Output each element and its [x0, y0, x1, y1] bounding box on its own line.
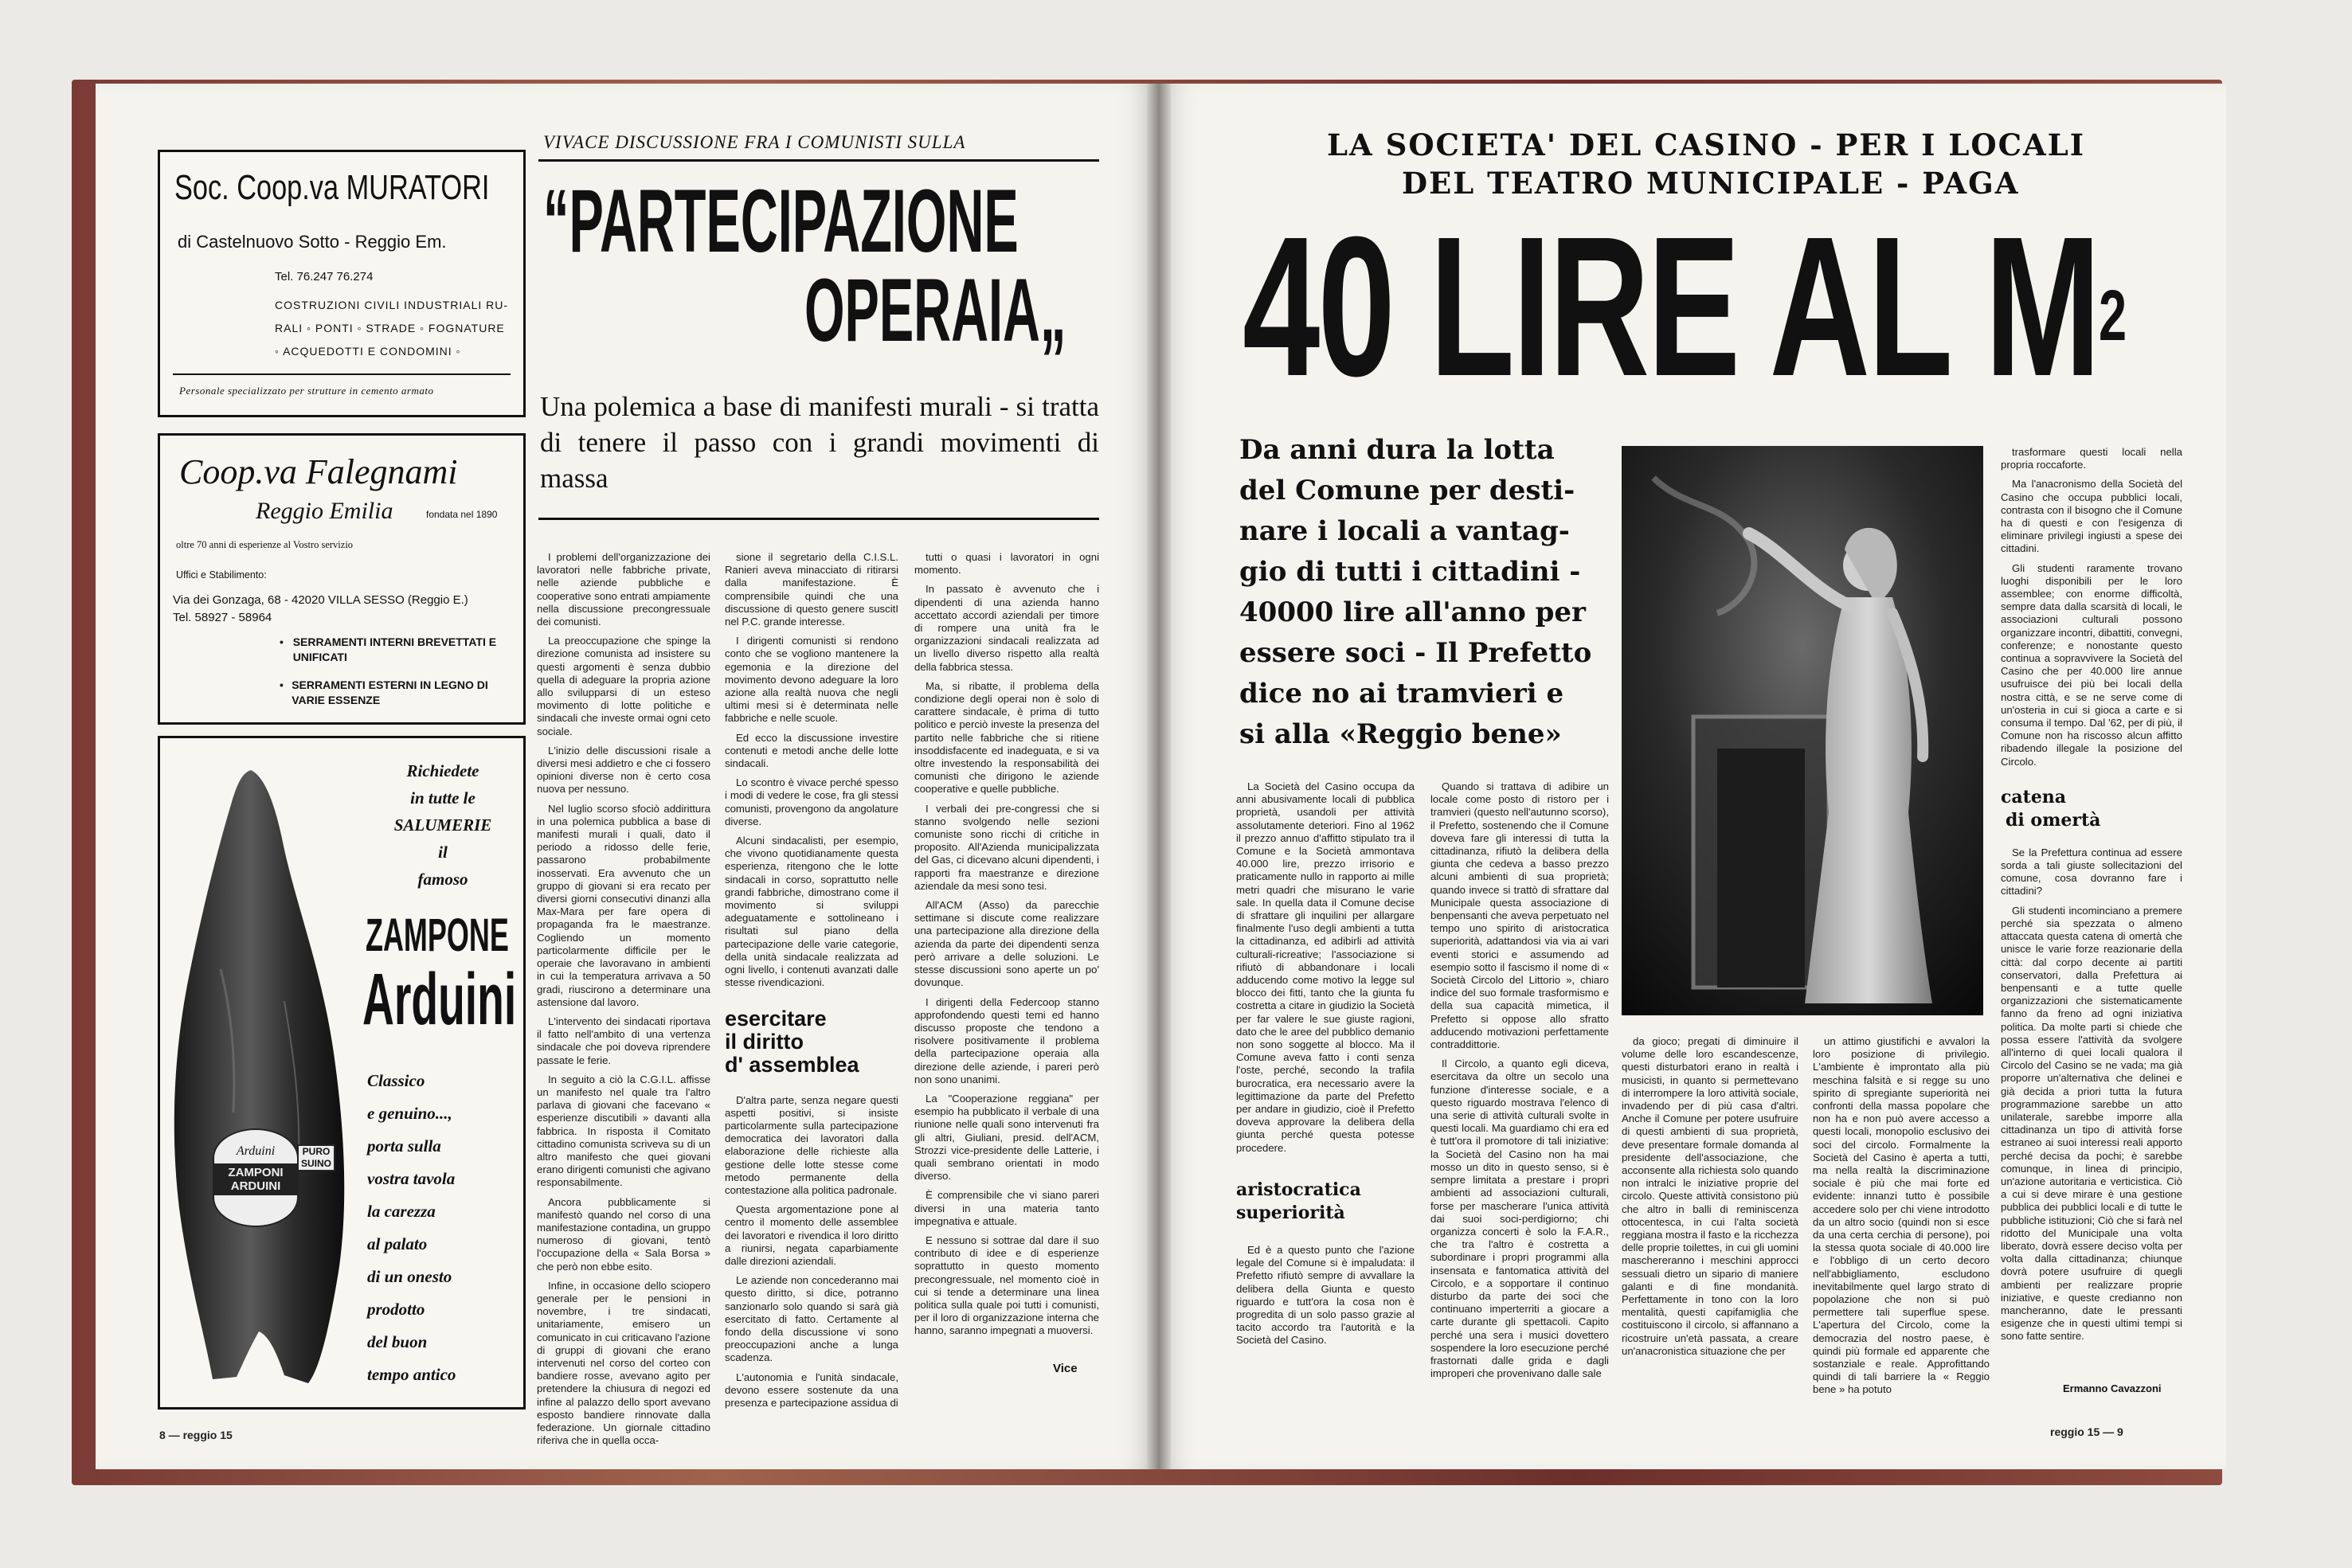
ad-muratori-location: di Castelnuovo Sotto - Reggio Em. [178, 232, 447, 252]
left-deck: Una polemica a base di manifesti murali - si tratta di tenere il passo con i grandi movimenti di massa [540, 391, 1099, 494]
paragraph: sione il segretario della C.I.S.L. Ranieri aveva minacciato di ritirarsi dalla manifestazione. È comprensibile quindi che una discussione di questo genere suscitI nel P.C. grande interesse. [725, 551, 898, 628]
paragraph: tutti o quasi i lavoratori in ogni momento. [914, 551, 1099, 577]
paragraph: Nel luglio scorso sfociò addirittura in una polemica pubblica a base di manifesti murali i quali, dato il periodo a ridosso delle ferie, passarono probabilmente inosservati. Era avvenuto che un gruppo di giovani si era recato per diversi giorni consecutivi dinanzi alla Max-Mara per fare opera di propaganda fra le maestranze. Cogliendo un momento particolarmente difficile per le operaie che lavoravano in ambienti in cui la temperatura arrivava a 50 gradi, riuscirono a determinare una astensione dal lavoro. [537, 802, 710, 1008]
ad-muratori [158, 150, 526, 417]
left-folio: 8 — reggio 15 [159, 1429, 233, 1441]
zampone-illustration [165, 762, 356, 1391]
article-photo [1622, 446, 1983, 1015]
paragraph: Gli studenti incominciano a premere perché sia spezzata o almeno attaccata questa catena di omertà che unisce le varie forze reazionarie della città: dal corpo decente ai partiti conservatori, dalla Prefettura ai benpensanti e a tutte quelle organizzazioni che sistematicamente fanno da freno ad ogni iniziativa politica. Da molte parti si chiede che possa essere l'attività da svolgere all'interno di quei locali qualora il Circolo del Casino se ne vada; ma già proporre un'alternativa che delinei e già decida a priori tutta la futura programmazione sarebbe un atto unilaterale, sarebbe imporre alla cittadinanza un tipo di attività forse estraneo ai suoi interessi reali apporto perché decisa da pochi; è sarebbe comunque, in linea di principio, un'azione autoritaria e verticistica. Ciò a cui si deve mirare è una gestione pubblica dei pubblici locali e di tutte le pubbliche istituzioni; Ciò che si farà nel ridotto del Municipale una volta liberato, dovrà essere deciso volta per volta dalla cittadinanza; chiunque dovrà potere usufruire di quegli ambienti per realizzare proprie iniziative, e queste credianno non mancheranno, date le pressanti esigenze che in questi ultimi tempi si sono fatte sentire. [2001, 904, 2182, 1343]
ad-falegnami-city: Reggio Emilia [256, 498, 393, 524]
deck-line: nare i locali a vantag- [1239, 515, 1570, 547]
deck-line: si alla «Reggio bene» [1239, 718, 1562, 750]
right-deck [1239, 430, 1614, 755]
right-article-col2 [1430, 780, 1609, 1402]
subhead-line: esercitare [725, 1006, 827, 1030]
zampone-lead [367, 757, 519, 893]
right-subhead-1 [1236, 1179, 1415, 1225]
left-signature: Vice [1053, 1362, 1078, 1375]
headline-text: 40 LIRE AL M [1243, 195, 2099, 417]
left-kicker: VIVACE DISCUSSIONE FRA I COMUNISTI SULLA [543, 132, 966, 152]
zampone-label [213, 1128, 299, 1227]
left-headline-line2: OPERAIA„ [804, 260, 1066, 360]
ad-muratori-services [275, 294, 508, 363]
lead-line: in tutte le [410, 788, 475, 807]
subhead-line: superiorità [1236, 1202, 1345, 1223]
subhead-line: d' assemblea [725, 1052, 859, 1077]
ad-falegnami [158, 433, 526, 725]
paragraph: L'intervento dei sindacati riportava il fatto nell'ambito di una vertenza sindacale che poi doveva riprendere passate le ferie. [537, 1015, 710, 1066]
left-subhead [725, 1007, 898, 1077]
left-article-col1 [537, 551, 710, 1447]
right-signature: Ermanno Cavazzoni [2063, 1382, 2162, 1394]
paragraph: Lo scontro è vivace perché spesso i modi di vedere le cose, fra gli stessi comunisti, provengono da angolature diverse. [725, 776, 898, 827]
right-article-col1 [1236, 780, 1415, 1402]
slogan-line: vostra tavola [367, 1169, 456, 1188]
left-article-col2 [725, 551, 898, 1409]
slogan-line: porta sulla [367, 1136, 441, 1155]
slogan-line: prodotto [367, 1300, 425, 1319]
zampone-slogan [367, 1065, 519, 1391]
paragraph: Infine, in occasione dello sciopero generale per le pensioni in novembre, i tre sindacati, unitariamente, emisero un comunicato in cui criticavano l'azione di gruppi di giovani che erano intervenuti nel corso del corteo con bandiere rosse, avevano agito per pretendere la chiusura di negozi ed infine al palazzo dello sport avevano esposto bandiere rinnovate dalla federazione. Un giornale cittadino riferiva che in quella occa- [537, 1279, 710, 1447]
lead-line: Richiedete [406, 761, 479, 780]
right-headline [1243, 195, 2125, 417]
right-folio: reggio 15 — 9 [2050, 1425, 2123, 1438]
paragraph: trasformare questi locali nella propria roccaforte. [2001, 446, 2182, 471]
deck-line: Da anni dura la lotta [1239, 434, 1555, 466]
deck-line: 40000 lire all'anno per [1239, 596, 1586, 628]
paragraph: Ed è a questo punto che l'azione legale del Comune si è impaludata: il Prefetto rifiutò sempre di avvallare la delibera della Giunta e questo riguardo e tutt'ora la cosa non è progredita di un solo passo grazie al tacito accordo tra l'autorità e la Società del Casino. [1236, 1243, 1415, 1347]
product-label: SERRAMENTI ESTERNI IN LEGNO DI VARIE ESSENZE [292, 678, 488, 706]
zampone-side-label: PURO SUINO [297, 1144, 335, 1171]
deck-line: gio di tutti i cittadini - [1239, 556, 1581, 588]
paragraph: Alcuni sindacalisti, per esempio, che vivono quotidianamente questa esperienza, ritengono che le lotte sindacali in corso, soprattutto nelle grandi fabbriche, dimostrano come il movimento si sviluppi adeguatamente e sottolineano i risultati sul piano della partecipazione delle varie categorie, della unità sindacale realizzata ad ogni livello, i contenuti avanzati dalle stesse rivendicazioni. [725, 835, 898, 989]
ad-zampone [158, 736, 526, 1410]
paragraph: Il Circolo, a quanto egli diceva, esercitava da oltre un secolo una funzione d'interesse sociale, e a questo riguardo mostrava l'elenco di una serie di attività culturali svolte in questi locali. Ma guardiamo chi era ed è tutt'ora il promotore di tali iniziative: la Società del Casino non ha mai mosso un dito in questo senso, si è sempre limitata a prestare i propri ambienti ad associazioni culturali, forse per mascherare l'unica attività dai suoi soci-perdigiorno; chi organizza concerti è solo la F.A.R., che tra l'altro è costretta a subordinare i propri programmi alla insensata e fantomatica attività del Circolo, e a sopportare il continuo disturbo da parte dei soci che continuano imperterriti a giocare a carte durante gli spettacoli. Capito perché una sera i musici dovettero sospendere la loro esecuzione perché frastornati dalle grida e dagli improperi che provenivano dalle sale [1430, 1058, 1609, 1380]
headline-superscript: 2 [2098, 276, 2125, 356]
product-item [280, 635, 511, 665]
ad-muratori-name: Soc. Coop.va MURATORI [174, 168, 490, 207]
paragraph: La "Cooperazione reggiana" per esempio ha pubblicato il verbale di una riunione nelle quali sono intervenuti fra gli altri, Giuliani, presid. dell'ACM, Strozzi vice-presidente delle Latterie, i quali sembrano orientati in modo diverso. [914, 1092, 1099, 1183]
right-article-col4 [1813, 1035, 1990, 1402]
product-label: SERRAMENTI INTERNI BREVETTATI E UNIFICATI [292, 635, 497, 663]
lead-line: SALUMERIE [393, 815, 492, 835]
ad-falegnami-experience: oltre 70 anni di esperienze al Vostro servizio [176, 539, 354, 550]
paragraph: L'autonomia e l'unità sindacale, devono essere sostenute da una presenza e partecipazione assidua di [725, 1371, 898, 1409]
slogan-line: al palato [367, 1234, 428, 1253]
zampone-brand: Arduini [362, 959, 517, 1040]
paragraph: I dirigenti della Federcoop stanno approfondendo questi temi ed hanno discusso proposte che tendono a risolvere positivamente il problema della partecipazione operaia alla direzione delle aziende, i pareri però non sono unanimi. [914, 995, 1099, 1085]
left-kicker-rule [538, 159, 1099, 162]
right-article-col5 [2001, 446, 2182, 1378]
product-item [280, 678, 511, 708]
right-kicker-line2: DEL TEATRO MUNICIPALE - PAGA [1402, 166, 2020, 201]
bullet-icon: • [280, 678, 284, 691]
subhead-line: il diritto [725, 1029, 804, 1054]
paragraph: Ma l'anacronismo della Società del Casino che occupa pubblici locali, contrasta con il bisogno che il Comune ha di questi e con l'esigenza di eliminare privilegi ingiusti a spese dei cittadini. [2001, 478, 2182, 555]
lead-line: famoso [417, 870, 468, 889]
paragraph: È comprensibile che vi siano pareri diversi in una materia tanto impegnativa e attuale. [914, 1189, 1099, 1227]
slogan-line: di un onesto [367, 1267, 452, 1286]
ad-muratori-tagline: Personale specializzato per strutture in cemento armato [179, 385, 434, 397]
paragraph: Questa argomentazione pone al centro il momento delle assemblee dei lavoratori e rivendica il loro diritto a riunirsi, negata caparbiamente dalle direzioni aziendali. [725, 1203, 898, 1267]
paragraph: un attimo giustifichi e avvalori la loro posizione di privilegio. L'ambiente è improntato alla più meschina falsità e si regge su uno spirito di spregiante superiorità nei confronti della massa popolare che non ha e non può avere accesso a questi locali, monopolio esclusivo dei soci del circolo. Formalmente la Società del Casino è aperta a tutti, ma nella realtà la discriminazione sociale è più che mai forte ed evidente: innanzi tutto è possibile accedere solo per chi viene introdotto da un altro socio (quindi non si esce da una certa cerchia di persone), poi la stessa quota sociale di 40.000 lire e l'obbligo di un certo decoro nell'abbigliamento, escludono inevitabilmente quel largo strato di popolazione che non si può permettere tali superflue spese. L'apertura del Circolo, come la democrazia del nostro paese, è quindi più formale ed apparente che sostanziale e reale. Approfittando quindi di tali barriere la « Reggio bene » ha potuto [1813, 1035, 1990, 1396]
lead-line: il [438, 843, 448, 862]
paragraph: L'inizio delle discussioni risale a diversi mesi addietro e che ci fossero opinioni diverse non è certo cosa nuova per nessuno. [537, 744, 710, 796]
paragraph: Ancora pubblicamente si manifestò quando nel corso di una manifestazione contadina, un gruppo numeroso di giovani, tentò l'occupazione della « Sala Borsa » che però non ebbe esito. [537, 1195, 710, 1273]
paragraph: I problemi dell'organizzazione dei lavoratori nelle fabbriche private, nelle aziende pubbliche e cooperative sono entrati ampiamente nella discussione precongressuale dei comunisti. [537, 551, 710, 628]
paragraph: D'altra parte, senza negare questi aspetti positivi, si insiste particolarmente sulla partecipazione democratica dei lavoratori dalla elaborazione delle richieste alla gestione delle lotte stesse come metodo permanente della contestazione alla politica padronale. [725, 1093, 898, 1196]
paragraph: I verbali dei pre-congressi che si stanno svolgendo nelle sezioni comuniste sono ricchi di critiche in proposito. All'Azienda municipalizzata del Gas, ci dicevano alcuni dipendenti, i rapporti fra maestranze e direzione aziendale da mesi sono tesi. [914, 802, 1099, 892]
right-article-col3 [1622, 1035, 1798, 1402]
right-kicker-line1: LA SOCIETA' DEL CASINO - PER I LOCALI [1327, 127, 2086, 162]
paragraph: Gli studenti raramente trovano luoghi disponibili per le loro assemblee; con enorme difficoltà, sempre data dalla scarsità di locali, le associazioni culturali possono organizzare incontri, dibattiti, convegni, conferenze; e nonostante questo continua a sopravvivere la Società del Casino che per 40.000 lire annue usufruisce dei più bei locali della nostra città, e se ne serve come di un'osteria in cui si gioca a carte e si consuma il tempo. Dal '62, per di più, il Comune non ha riscosso alcun affitto ribadendo illegale la posizione del Circolo. [2001, 561, 2182, 768]
service-line: ◦ ACQUEDOTTI E CONDOMINI ◦ [275, 345, 461, 358]
paragraph: E nessuno si sottrae dal dare il suo contributo di idee e di esperienze soprattutto in questo momento precongressuale, nel momento cioè in cui si tende a determinare una linea politica sulla quale poi tutti i comunisti, per il loro di organizzazione interna che hanno, saranno impegnati a muoversi. [914, 1234, 1099, 1337]
slogan-line: la carezza [367, 1202, 436, 1221]
ad-falegnami-founded: fondata nel 1890 [426, 509, 498, 520]
paragraph: Quando si trattava di adibire un locale come posto di ristoro per i tramvieri (questo nell'autunno scorso), il Prefetto, sostenendo che il Comune doveva fare gli interessi di tutta la cittadinanza, rifiutò la delibera della giunta che cedeva a basso prezzo alcuni ambienti di sua proprietà; quando invece si trattò di sfrattare dal Municipale questa associazione di benpensanti che aveva perpetuato nel tempo uno spirito di aristocratica superiorità, adattandosi via via ai vari eventi storici e assumendo ad esempio sotto il fascismo il nome di « Società Circolo del Littorio », chiaro indice del suo formale trasformismo e della sua capacità mimetica, il Prefetto si oppose allo sfratto adducendo motivazioni perfettamente contraddittorie. [1430, 780, 1609, 1051]
paragraph: In seguito a ciò la C.G.I.L. affisse un manifesto nel quale tra l'altro parlava di giovani che facevano « esperienze discutibili » davanti alla fabbrica. In risposta il Comitato cittadino comunista scriveva su di un altro manifesto che quei giovani erano dirigenti comunisti che agivano responsabilmente. [537, 1073, 710, 1189]
deck-line: dice no ai tramvieri e [1239, 678, 1564, 710]
subhead-line: di omertà [2006, 809, 2101, 831]
left-deck-rule [538, 518, 1099, 520]
slogan-line: del buon [367, 1332, 428, 1351]
paragraph: Ma, si ribatte, il problema della condizione degli operai non è solo di carattere sindacale, è prima di tutto politico e perciò investe la presenza del partito nelle fabbriche che si ritiene insoddisfacente ed inadeguata, e si va oltre investendo la responsabilità dei comunisti che dirigono le aziende cooperative e quelle pubbliche. [914, 679, 1099, 796]
ad-falegnami-products [280, 635, 511, 708]
subhead-line: aristocratica [1236, 1179, 1361, 1200]
paragraph: Le aziende non concederanno mai questo diritto, si dice, potranno sanzionarlo solo quando si sarà già esercitato di fatto. Certamente al fondo della discussione vi sono preoccupazioni anche a lunga scadenza. [725, 1274, 898, 1364]
deck-line: essere soci - Il Prefetto [1239, 637, 1592, 669]
ad-muratori-divider [173, 373, 511, 375]
book-gutter [1147, 84, 1171, 1469]
paragraph: La preoccupazione che spinge la direzione comunista ad insistere su questi argomenti è senza dubbio quella di adeguare la propria azione allo svilupparsi di un esteso movimento di lotte politiche e sindacali che investe ormai ogni ceto sociale. [537, 635, 710, 737]
paragraph: Se la Prefettura continua ad essere sorda a tali giuste sollecitazioni del comune, cosa dovranno fare i cittadini? [2001, 846, 2182, 897]
paragraph: I dirigenti comunisti si rendono conto che se vogliono mantenere la egemonia e la direzione del movimento devono adeguare la loro azione alla realtà nuova che negli ultimi mesi si è determinata nelle fabbriche e nelle scuole. [725, 635, 898, 725]
ad-falegnami-name: Coop.va Falegnami [179, 452, 458, 491]
paragraph: da gioco; pregati di diminuire il volume delle loro escandescenze, questi disturbatori erano in realtà i musicisti, in quanto si permettevano di interrompere la loro attività sociale, invadendo per di più casa d'altri. Anche il Comune per potere usufruire di questi ambienti di sua proprietà, deve presentare formale domanda al presidente dell'associazione, che acconsente alla richiesta solo quando non intralci le iniziative proprie del circolo. Queste attività consistono più che altro in balli di reminiscenza ottocentesca, in cui l'alta società reggiana mostra il fasto e la ricchezza delle proprie toilettes, in cui gli uomini maschereranno i meschini approcci sessuali dietro un sipario di maniere galanti e di fine mondanità. Perfettamente in tono con la loro mentalità, questi capifamiglia che costituiscono il circolo, si affannano a ricostruire un'età passata, a creare un'anacronistica situazione che per [1622, 1035, 1798, 1357]
left-headline-line1: “PARTECIPAZIONE [543, 171, 1019, 271]
ad-muratori-tel: Tel. 76.247 76.274 [275, 270, 374, 283]
label-brand-script: Arduini [236, 1144, 276, 1158]
zampone-product: ZAMPONE [366, 909, 509, 961]
paragraph: In passato è avvenuto che i dipendenti di una azienda hanno accettato accordi aziendali per timore di rompere una unità fra le organizzazioni sindacali realizzata ad un livello diverso rispetto alla realtà della fabbrica stessa. [914, 583, 1099, 673]
service-line: RALI ◦ PONTI ◦ STRADE ◦ FOGNATURE [275, 322, 505, 334]
ad-falegnami-tel: Tel. 58927 - 58964 [173, 611, 272, 624]
label-main: ZAMPONI ARDUINI [214, 1163, 297, 1195]
slogan-line: Classico [367, 1071, 425, 1090]
bullet-icon: • [280, 635, 284, 648]
ad-falegnami-address: Via dei Gonzaga, 68 - 42020 VILLA SESSO (Reggio E.) [173, 593, 468, 607]
deck-line: del Comune per desti- [1239, 475, 1575, 506]
slogan-line: tempo antico [367, 1365, 456, 1384]
service-line: COSTRUZIONI CIVILI INDUSTRIALI RU- [275, 299, 509, 311]
slogan-line: e genuino..., [367, 1104, 452, 1123]
ad-falegnami-offices-label: Uffici e Stabilimento: [176, 569, 267, 581]
left-article-col3 [914, 551, 1099, 1347]
paragraph: Ed ecco la discussione investire contenuti e metodi anche delle lotte sindacali. [725, 731, 898, 770]
right-subhead-2 [2001, 786, 2182, 832]
subhead-line: catena [2001, 786, 2067, 807]
paragraph: La Società del Casino occupa da anni abusivamente locali di pubblica proprietà, usandoli per attività assolutamente deteriori. Fino al 1962 il prezzo annuo d'affitto stipulato tra il Comune e la Società ammontava 40.000 lire, prezzo irrisorio e praticamente nullo in rapporto ai mille metri quadri che misurano le varie sale. In quella data il Comune decise di sfrattare gli inquilini per allargare finalmente l'uso degli ambienti a tutta la cittadinanza, ed adibirli ad attività culturali-ricreative; l'associazione si rifiutò di abbandonare i locali adducendo come motivo la legge sul blocco dei fitti, tanto che la giunta fu costretta a citare in giudizio la Società per far valere le sue giuste ragioni, dato che le aree del pubblico demanio non sono soggette al blocco. Ma il Comune aveva fatto i conti senza l'oste, perché, secondo la trafila burocratica, era necessario avere la legittimazione da parte del Prefetto per andare in giudizio, cioè il Prefetto doveva approvare la delibera della giunta perché questa potesse procedere. [1236, 780, 1415, 1154]
paragraph: All'ACM (Asso) da parecchie settimane si discute come realizzare una partecipazione alla direzione della azienda da parte dei dipendenti senza però arrivare a delle soluzioni. Le stesse discussioni sono aperte un po' dovunque. [914, 899, 1099, 989]
